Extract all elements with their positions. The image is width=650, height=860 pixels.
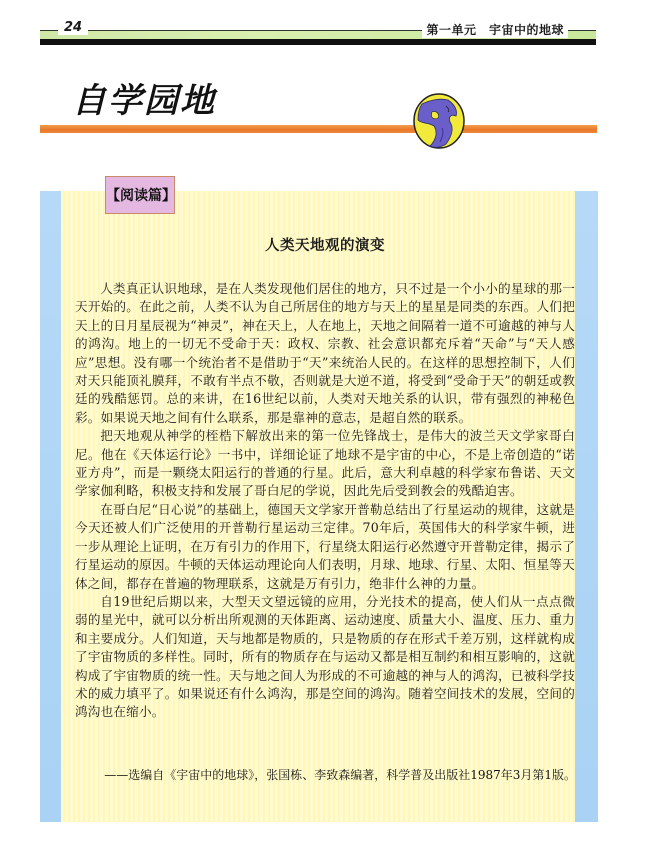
panel-right-strip [575,191,598,822]
paragraph: 自19世纪后期以来，大型天文望远镜的应用，分光技术的提高，使人们从一点点微弱的星光中，就可以分析出所观测的天体距离、运动速度、质量大小、温度、压力、重力和主要成分。人们知道，天与地都是物质的，只是物质的存在形式千差万别，这样就构成了宇宙物质的多样性。同时，所有的物质存在与运动又都是相互制约和相互影响的，这就构成了宇宙物质的统一性。天与地之间人为形成的不可逾越的神与人的鸿沟，已被科学技术的威力填平了。如果说还有什么鸿沟，那是空间的鸿沟。随着空间技术的发展，空间的鸿沟也在缩小。 [75,593,575,720]
header-black-band [40,39,596,45]
paragraph: 把天地观从神学的桎梏下解放出来的第一位先锋战士，是伟大的波兰天文学家哥白尼。他在《天体运行论》一书中，详细论证了地球不是宇宙的中心，不是上帝创造的“诺亚方舟”，而是一颗绕太阳运行的普通的行星。此后，意大利卓越的科学家布鲁诺、天文学家伽利略，积极支持和发展了哥白尼的学说，因此先后受到教会的残酷迫害。 [75,428,575,499]
orange-divider [40,125,597,133]
source-citation: ——选编自《宇宙中的地球》，张国栋、李致森编著，科学普及出版社1987年3月第1版。 [104,768,576,782]
page-number: 24 [58,20,88,35]
article-title: 人类天地观的演变 [265,238,385,254]
page-header [40,22,596,50]
reading-section-tag: 【阅读篇】 [105,176,175,214]
globe-icon [412,92,466,150]
chapter-title: 第一单元 宇宙中的地球 [422,21,568,38]
paragraph: 在哥白尼“日心说”的基础上，德国天文学家开普勒总结出了行星运动的规律，这就是今天还被人们广泛使用的开普勒行星运动三定律。70年后，英国伟大的科学家牛顿，进一步从理论上证明，在万有引力的作用下，行星绕太阳运行必然遵守开普勒定律，揭示了行星运动的原因。牛顿的天体运动理论向人们表明，月球、地球、行星、太阳、恒星等天体之间，都存在普遍的物理联系，这就是万有引力，绝非什么神的力量。 [75,501,575,591]
paragraph: 人类真正认识地球，是在人类发现他们居住的地方，只不过是一个小小的星球的那一天开始的。在此之前，人类不认为自己所居住的地方与天上的星星是同类的东西。人们把天上的日月星辰视为“神灵”，神在天上，人在地上，天地之间隔着一道不可逾越的神与人的鸿沟。地上的一切无不受命于天：政权、宗教、社会意识都充斥着“天命”与“天人感应”思想。没有哪一个统治者不是借助于“天”来统治人民的。在这样的思想控制下，人们对天只能顶礼膜拜，不敢有半点不敬，否则就是大逆不道，将受到“受命于天”的朝廷或教廷的残酷惩罚。总的来讲，在16世纪以前，人类对天地关系的认识，带有强烈的神秘色彩。如果说天地之间有什么联系，那是靠神的意志，是超自然的联系。 [75,281,575,425]
panel-left-strip [40,191,61,822]
article-body [75,280,575,722]
section-title: 自学园地 [72,81,216,121]
